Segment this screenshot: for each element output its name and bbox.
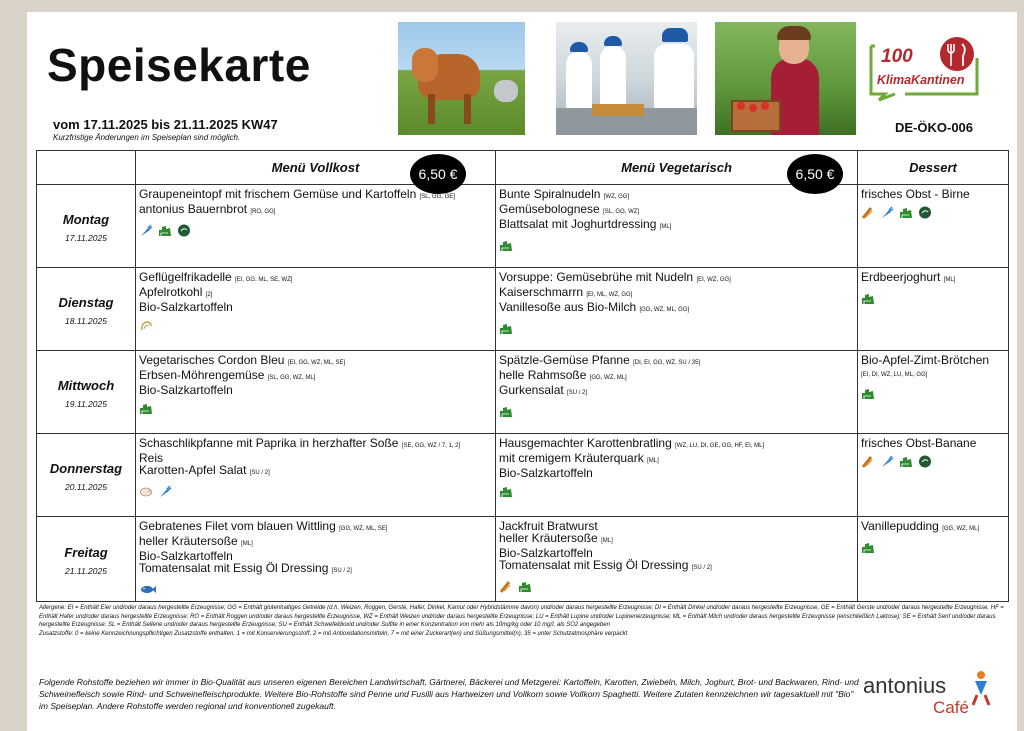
- bio-leaf-icon: [499, 322, 513, 340]
- dessert-cell: [858, 268, 1009, 351]
- pork-icon: [139, 485, 153, 503]
- dish-name: Apfelrotkohl: [139, 285, 203, 299]
- dish-name: Vanillepudding: [861, 519, 939, 533]
- dish-name: Bio-Salzkartoffeln: [139, 383, 233, 397]
- dish-name: Geflügelfrikadelle: [139, 270, 232, 284]
- col-header-vegetarisch: Menü Vegetarisch 6,50 €: [496, 151, 858, 185]
- vollkost-cell: [136, 517, 496, 602]
- allergen-codes: [GG, WZ, ML, GG]: [639, 307, 690, 313]
- dish-line: [861, 366, 1005, 381]
- day-row: [37, 268, 1009, 351]
- dessert-cell: [858, 434, 1009, 517]
- regional-icon: [861, 455, 875, 473]
- bio-leaf-icon: [499, 485, 513, 503]
- bio-leaf-icon: [899, 455, 913, 473]
- bio-leaf-icon: [861, 541, 875, 559]
- allergen-codes: [RO, GG]: [250, 209, 276, 215]
- dish-name: helle Rahmsoße: [499, 368, 587, 382]
- dish-name: Blattsalat mit Joghurtdressing: [499, 217, 657, 231]
- brand-sub: Café: [933, 698, 969, 717]
- dish-line: [139, 203, 492, 218]
- dessert-cell: [858, 185, 1009, 268]
- dish-name: Vegetarisches Cordon Bleu: [139, 353, 285, 367]
- allergen-codes: [SU / 2]: [567, 390, 588, 396]
- dish-name: frisches Obst-Banane: [861, 436, 977, 450]
- dish-line: [499, 559, 854, 574]
- allergen-codes: [ML]: [659, 224, 672, 230]
- allergen-codes: [SL, GG, WZ, ML]: [267, 375, 316, 381]
- price-badge-vegetarisch: 6,50 €: [787, 154, 843, 194]
- dish-line: [139, 535, 492, 550]
- dish-name: Graupeneintopf mit frischem Gemüse und Kartoffeln: [139, 187, 417, 201]
- dish-line: [139, 437, 492, 452]
- allergen-codes: [SU / 2]: [331, 568, 352, 574]
- antonius-cafe-logo: [863, 667, 993, 717]
- dish-line: [499, 384, 854, 399]
- dish-name: Tomatensalat mit Essig Öl Dressing: [139, 561, 329, 575]
- dish-name: heller Kräutersoße: [139, 534, 238, 548]
- dish-line: [499, 437, 854, 452]
- dish-line: [499, 369, 854, 384]
- day-name: Donnerstag: [49, 460, 123, 476]
- dish-name: Bunte Spiralnudeln: [499, 187, 601, 201]
- day-cell: [37, 185, 136, 268]
- price-badge-vollkost: 6,50 €: [410, 154, 466, 194]
- allergen-codes: [EI, GG, WZ, ML, SE]: [287, 360, 346, 366]
- logo-number: 100: [881, 46, 913, 67]
- day-cell: [37, 268, 136, 351]
- poultry-icon: [139, 319, 153, 337]
- allergen-codes: [GG, WZ, ML, SE]: [339, 526, 388, 532]
- bio-leaf-icon: [158, 224, 172, 242]
- bio-leaf-icon: [499, 239, 513, 257]
- allergen-codes: [EI, DI, WZ, LU, ML, GG]: [861, 372, 928, 378]
- dish-line: [861, 520, 1005, 535]
- dish-line: [139, 520, 492, 535]
- day-name: Dienstag: [58, 294, 114, 310]
- vegetarisch-cell: [496, 268, 858, 351]
- klimakantinen-logo: [865, 34, 983, 102]
- allergen-codes: [ML]: [943, 277, 956, 283]
- cow-photo: [398, 22, 525, 135]
- vollkost-cell: [136, 351, 496, 434]
- dish-name: Gemüsebolognese: [499, 202, 600, 216]
- dish-line: [139, 354, 492, 369]
- allergen-codes: [SL, GG, GE]: [419, 194, 455, 200]
- dish-name: Vorsuppe: Gemüsebrühe mit Nudeln: [499, 270, 694, 284]
- allergen-codes: [ML]: [601, 538, 613, 544]
- bio-leaf-icon: [139, 402, 153, 420]
- allergen-codes: [SU / 2]: [249, 470, 270, 476]
- dish-line: [861, 188, 1005, 200]
- bio-seal-icon: [177, 224, 191, 242]
- allergen-codes: [2]: [205, 292, 213, 298]
- dish-name: Erdbeerjoghurt: [861, 270, 941, 284]
- eco-code: DE-ÖKO-006: [895, 120, 974, 135]
- dish-line: [499, 218, 854, 233]
- dish-line: [499, 203, 854, 218]
- logo-text: KlimaKantinen: [877, 73, 965, 87]
- allergen-codes: [EI, ML, WZ, GG]: [586, 292, 633, 298]
- dish-name: Schaschlikpfanne mit Paprika in herzhafter Soße: [139, 436, 399, 450]
- dish-name: antonius Bauernbrot: [139, 202, 248, 216]
- vollkost-cell: [136, 268, 496, 351]
- allergen-codes: [DI, EI, GG, WZ, SU / 35]: [633, 360, 701, 366]
- organic-statement: Folgende Rohstoffe beziehen wir immer in Bio-Qualität aus unseren eigenen Bereichen Landwirtschaft, Gärtnerei, Bäckerei und Metzgerei: Kartoffeln, Karotten, Zwiebeln, Milch, Joghurt, Brot- und Backwaren, Rind- und Schweinefleisch sowie Rind- und Schweinefleischprodukte. Weitere Bio-Rohstoffe sind Penne und Fusilli aus Hartweizen und Vollkorn sowie Vollkorn Spaghetti. Weitere Zutaten kennzeichnen wir tagesaktuell mit "Bio" im Speiseplan. Andere Rohstoffe werden regional und konventionell zugekauft.: [39, 677, 859, 711]
- dish-line: [861, 354, 1005, 366]
- allergen-codes: [SU / 2]: [691, 565, 712, 571]
- allergen-codes: [WZ, GG]: [603, 194, 630, 200]
- bio-leaf-icon: [518, 580, 532, 598]
- vegetarisch-cell: [496, 434, 858, 517]
- allergen-codes: [SE, GG, WZ / 7, 1, 2]: [401, 443, 461, 449]
- dish-line: [139, 384, 492, 396]
- dish-line: [499, 467, 854, 479]
- dish-line: [861, 271, 1005, 286]
- dish-line: [139, 562, 492, 577]
- allergen-codes: [GG, WZ, ML]: [589, 375, 627, 381]
- dish-name: Tomatensalat mit Essig Öl Dressing: [499, 558, 689, 572]
- dish-line: [139, 271, 492, 286]
- dish-name: Bio-Salzkartoffeln: [499, 466, 593, 480]
- dish-line: [861, 437, 1005, 449]
- bio-leaf-icon: [499, 405, 513, 423]
- dessert-cell: [858, 517, 1009, 602]
- date-range: vom 17.11.2025 bis 21.11.2025 KW47: [53, 117, 278, 132]
- dish-name: Hausgemachter Karottenbratling: [499, 436, 672, 450]
- day-row: [37, 351, 1009, 434]
- farmer-photo: [715, 22, 856, 135]
- col-header-dessert: Dessert: [858, 151, 1009, 185]
- change-note: Kurzfristige Änderungen im Speiseplan sind möglich.: [53, 133, 241, 142]
- day-row: [37, 517, 1009, 602]
- carrot-icon: [880, 455, 894, 473]
- allergen-codes: [ML]: [241, 541, 253, 547]
- bio-leaf-icon: [861, 292, 875, 310]
- corner-cell: [37, 151, 136, 185]
- day-name: Freitag: [64, 544, 108, 560]
- dish-name: Spätzle-Gemüse Pfanne: [499, 353, 630, 367]
- vegetarisch-cell: [496, 185, 858, 268]
- day-date: 20.11.2025: [65, 481, 107, 492]
- fish-icon: [139, 583, 157, 601]
- carrot-icon: [139, 224, 153, 242]
- day-row: [37, 185, 1009, 268]
- dish-name: mit cremigem Kräuterquark: [499, 451, 644, 465]
- vollkost-cell: [136, 185, 496, 268]
- dish-line: [499, 286, 854, 301]
- allergen-codes: [SL, GG, WZ]: [603, 209, 640, 215]
- dish-name: Bio-Apfel-Zimt-Brötchen: [861, 353, 990, 367]
- dish-name: Vanillesoße aus Bio-Milch: [499, 300, 637, 314]
- page-title: Speisekarte: [47, 39, 311, 91]
- brand-name: antonius: [863, 673, 947, 698]
- day-name: Montag: [62, 211, 110, 227]
- vegetarisch-cell: [496, 517, 858, 602]
- bio-leaf-icon: [899, 206, 913, 224]
- dish-line: [139, 464, 492, 479]
- dish-name: Gurkensalat: [499, 383, 564, 397]
- bio-seal-icon: [918, 455, 932, 473]
- dish-name: Kaiserschmarrn: [499, 285, 584, 299]
- dish-name: Bio-Salzkartoffeln: [499, 546, 593, 560]
- regional-icon: [499, 580, 513, 598]
- day-date: 19.11.2025: [65, 398, 107, 409]
- day-cell: [37, 434, 136, 517]
- menu-table: [36, 150, 1009, 602]
- day-cell: [37, 517, 136, 602]
- dish-name: Jackfruit Bratwurst: [499, 519, 598, 533]
- allergen-codes: [EI, GG, ML, SE, WZ]: [235, 277, 293, 283]
- dish-line: [139, 369, 492, 384]
- dish-name: Erbsen-Möhrengemüse: [139, 368, 265, 382]
- dish-line: [499, 452, 854, 467]
- dish-line: [499, 271, 854, 286]
- day-date: 17.11.2025: [65, 232, 107, 243]
- day-date: 18.11.2025: [65, 315, 107, 326]
- day-date: 21.11.2025: [65, 565, 107, 576]
- carrot-icon: [880, 206, 894, 224]
- allergen-codes: [ML]: [647, 458, 659, 464]
- col-header-vollkost: Menü Vollkost 6,50 €: [136, 151, 496, 185]
- dish-line: [139, 301, 492, 313]
- day-cell: [37, 351, 136, 434]
- vegetarisch-cell: [496, 351, 858, 434]
- dish-name: Bio-Salzkartoffeln: [139, 549, 233, 563]
- bio-leaf-icon: [861, 387, 875, 405]
- allergen-codes: [WZ, LU, DI, GE, GG, HF, EI, ML]: [675, 443, 765, 449]
- allergen-codes: [GG, WZ, ML]: [942, 526, 980, 532]
- bio-seal-icon: [918, 206, 932, 224]
- day-row: [37, 434, 1009, 517]
- day-name: Mittwoch: [57, 377, 115, 393]
- allergen-codes: [EI, WZ, GG]: [696, 277, 731, 283]
- dessert-cell: [858, 351, 1009, 434]
- regional-icon: [861, 206, 875, 224]
- dish-name: Reis: [139, 451, 164, 465]
- dish-line: [499, 532, 854, 547]
- dish-name: Karotten-Apfel Salat: [139, 463, 247, 477]
- allergen-legend: Allergene: EI = Enthält Eier und/oder daraus hergestellte Erzeugnisse; GG = Enthält glutenhaltiges Getreide (d.h. Weizen, Roggen, Gerste, Hafer, Dinkel, Kamut oder Hybridstämme davon) und/oder daraus hergestellte Erzeugnisse; DI = Enthält Dinkel und/oder daraus hergestellte Erzeugnisse, GE = Enthält Gerste und/oder daraus hergestellte Erzeugnisse, HF = Enthält Hafer und/oder daraus hergestellte Erzeugnisse; RO = Enthält Roggen und/oder daraus hergestellte Erzeugnisse, WZ = Enthält Weizen und/oder daraus hergestellte Erzeugnisse; LU = Enthält Lupine und/oder Lupinenerzeugnisse; ML = Enthält Milch und/oder daraus hergestellte Erzeugnisse (einschließlich Laktose); SE = Enthält Senf und/oder daraus hergestellte Erzeugnisse; SL = Enthält Sellerie und/oder daraus hergestellte Erzeugnisse; SU = Enthält Schwefeldioxid und/oder Sulfite in einer Konzentration von mehr als 10mg/kg oder 10 mg/l, als SO2 angegeben Zusatzstoffe: 0 = keine Kennzeichnungspflichtigen Zusatzstoffe enthalten, 1 = mit Konservierungsstoff, 2 = mit Antioxidationsmitteln, 7 = mit einer Zuckerart(en) und Süßungsmittel(n), 35 = unter Schutzatmosphäre verpackt: [39, 605, 1004, 637]
- dish-line: [139, 286, 492, 301]
- dish-name: frisches Obst - Birne: [861, 187, 970, 201]
- dish-name: Gebratenes Filet vom blauen Wittling: [139, 519, 336, 533]
- vollkost-cell: [136, 434, 496, 517]
- menu-sheet: [27, 12, 1017, 731]
- dish-line: [499, 301, 854, 316]
- dish-line: [499, 354, 854, 369]
- kitchen-photo: [556, 22, 697, 135]
- dish-name: heller Kräutersoße: [499, 531, 598, 545]
- dish-name: Bio-Salzkartoffeln: [139, 300, 233, 314]
- carrot-icon: [158, 485, 172, 503]
